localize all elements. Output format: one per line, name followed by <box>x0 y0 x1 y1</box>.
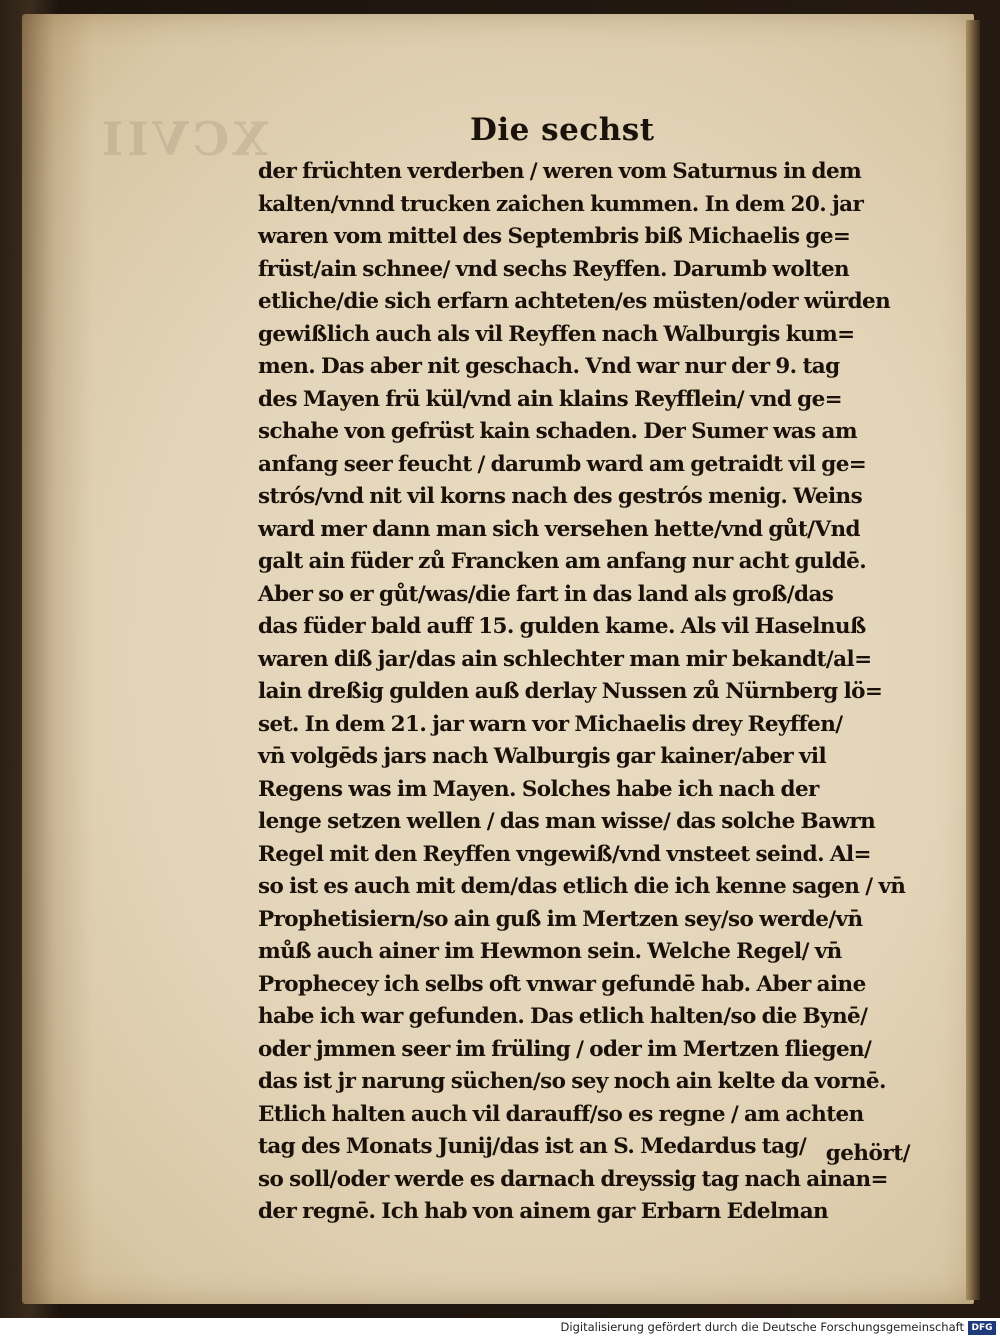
text-line: das füder bald auff 15. gulden kame. Als vil Haselnuß <box>258 614 866 639</box>
text-line: der regnē. Ich hab von ainem gar Erbarn Edelman <box>258 1199 829 1224</box>
page-edge <box>966 20 980 1300</box>
body-text <box>258 156 918 1229</box>
text-line: strós/vnd nit vil korns nach des gestrós menig. Weins <box>258 484 863 509</box>
text-line: Regens was im Mayen. Solches habe ich nach der <box>258 776 819 802</box>
text-line: so soll/oder werde es darnach dreyssig tag nach ainan= <box>258 1166 888 1192</box>
text-line: habe ich war gefunden. Das etlich halten/so die Bynē/ <box>258 1004 868 1029</box>
text-line: ward mer dann man sich versehen hette/vnd gůt/Vnd <box>258 516 860 542</box>
bleed-through-folio: XCVII <box>97 112 268 166</box>
text-line: men. Das aber nit geschach. Vnd war nur der 9. tag <box>258 354 840 379</box>
text-line: Regel mit den Reyffen vngewiß/vnd vnsteet seind. Al= <box>258 841 871 867</box>
text-line: lain dreßig gulden auß derlay Nussen zů Nürnberg lö= <box>258 679 883 704</box>
text-line: der früchten verderben / weren vom Saturnus in dem <box>258 159 862 184</box>
text-line: lenge setzen wellen / das man wisse/ das solche Bawrn <box>258 809 876 834</box>
text-line: Aber so er gůt/was/die fart in das land als groß/das <box>258 581 834 607</box>
footer-bar <box>0 1318 1000 1338</box>
text-line: Etlich halten auch vil darauff/so es regne / am achten <box>258 1101 864 1127</box>
text-line: oder jmmen seer im früling / oder im Mertzen fliegen/ <box>258 1036 872 1062</box>
text-line: früst/ain schnee/ vnd sechs Reyffen. Darumb wolten <box>258 256 850 282</box>
text-line: set. In dem 21. jar warn vor Michaelis drey Reyffen/ <box>258 711 843 737</box>
text-line: galt ain füder zů Francken am anfang nur acht guldē. <box>258 549 867 574</box>
text-line: tag des Monats Junij/das ist an S. Medardus tag/ <box>258 1134 807 1159</box>
text-line: waren diß jar/das ain schlechter man mir bekandt/al= <box>258 646 872 672</box>
text-line: des Mayen frü kül/vnd ain klains Reyfflein/ vnd ge= <box>258 386 843 412</box>
catchword: gehört/ <box>825 1141 910 1166</box>
text-line: etliche/die sich erfarn achteten/es müsten/oder würden <box>258 289 891 314</box>
text-line: schahe von gefrüst kain schaden. Der Sumer was am <box>258 419 857 444</box>
text-line: můß auch ainer im Hewmon sein. Welche Regel/ vn̄ <box>258 939 842 964</box>
text-line: Prophecey ich selbs oft vnwar gefundē hab. Aber aine <box>258 971 866 997</box>
text-line: waren vom mittel des Septembris biß Michaelis ge= <box>258 224 851 249</box>
running-head: Die sechst <box>470 112 655 148</box>
text-line: gewißlich auch als vil Reyffen nach Walburgis kum= <box>258 321 855 347</box>
funding-credit: Digitalisierung gefördert durch die Deutsche Forschungsgemeinschaft <box>560 1320 964 1334</box>
dfg-logo-icon: DFG <box>968 1321 996 1335</box>
text-line: anfang seer feucht / darumb ward am getraidt vil ge= <box>258 451 867 477</box>
text-line: Prophetisiern/so ain guß im Mertzen sey/so werde/vn̄ <box>258 906 863 932</box>
text-line: so ist es auch mit dem/das etlich die ich kenne sagen / vn̄ <box>258 874 906 899</box>
text-line: kalten/vnnd trucken zaichen kummen. In dem 20. jar <box>258 191 864 217</box>
text-line: das ist jr narung süchen/so sey noch ain kelte da vornē. <box>258 1069 886 1094</box>
text-line: vn̄ volgēds jars nach Walburgis gar kainer/aber vil <box>258 744 827 769</box>
